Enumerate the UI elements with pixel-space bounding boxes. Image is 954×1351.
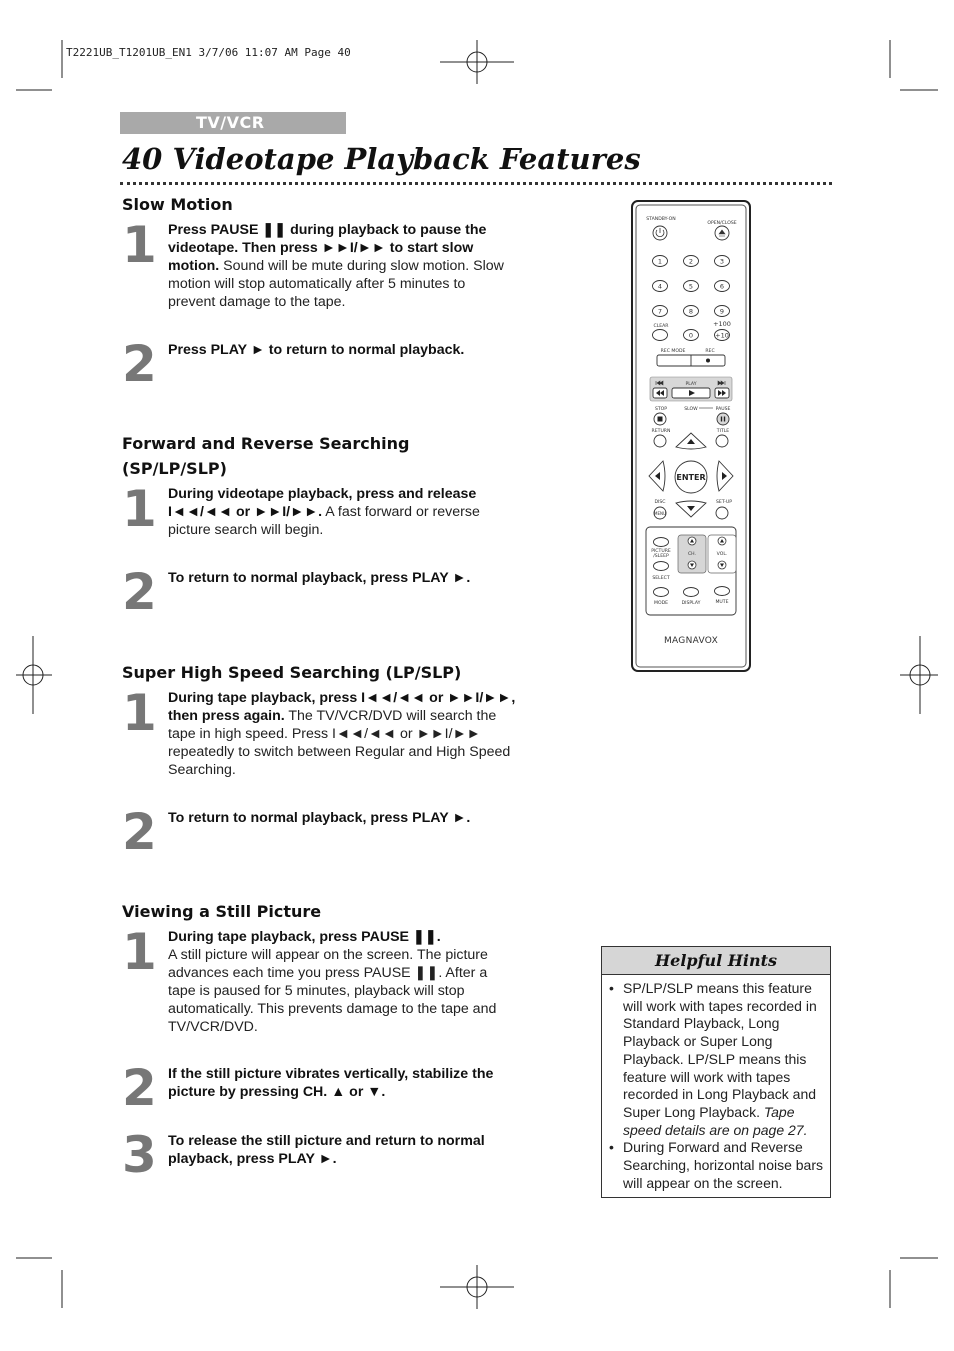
step-instruction: During tape playback, press I◄◄/◄◄ or ►►I/►►, then press again.: [168, 690, 516, 724]
helpful-hints-box: [601, 946, 831, 1198]
pause-button[interactable]: [717, 413, 729, 425]
digit-label: 5: [688, 282, 694, 291]
helpful-hints-list: [609, 980, 827, 1192]
label-pause: PAUSE: [715, 407, 731, 412]
hint-reference: Tape speed details are on page 27.: [623, 1103, 808, 1138]
label-picture: PICTURE: [651, 549, 671, 554]
label-setup: SET-UP: [716, 500, 732, 505]
hint-item: [609, 980, 827, 1139]
section-tab: [120, 112, 346, 134]
step-instruction: To return to normal playback, press PLAY ►.: [168, 810, 471, 826]
picture-sleep-button[interactable]: [654, 538, 669, 547]
step-instruction: Press PAUSE ❚❚ during playback to pause the videotape. Then press ►►I/►► to start slow motion.: [168, 222, 487, 274]
step-number: 3: [122, 1126, 157, 1184]
setup-button[interactable]: [716, 507, 728, 519]
hint-item: [609, 1139, 827, 1192]
step-number: 1: [122, 684, 157, 742]
label-open-close: OPEN/CLOSE: [707, 221, 737, 226]
digit-label: 0: [688, 331, 694, 340]
section-tab-label: TV/VCR: [196, 113, 265, 132]
section-heading-searching: Forward and Reverse Searching: [122, 434, 410, 453]
step-instruction: To return to normal playback, press PLAY ►.: [168, 570, 471, 586]
bullet: •: [609, 1139, 614, 1156]
label-clear: CLEAR: [653, 324, 669, 329]
step-text: [168, 341, 516, 359]
label-select: SELECT: [652, 576, 670, 581]
hint-text: SP/LP/SLP means this feature will work with tapes recorded in Standard Playback, Long Playback or Super Long Playback. LP/SLP means this feature will work with tapes recorded in Long Playback and Super Long Playback.: [623, 980, 817, 1120]
print-header: T2221UB_T1201UB_EN1 3/7/06 11:07 AM Page 40: [66, 46, 351, 59]
label-standby: STANDBY-ON: [646, 217, 676, 222]
step-detail: Sound will be mute during slow motion. Slow motion will stop automatically after 5 minutes to prevent damage to the tape.: [168, 258, 504, 310]
step-detail: A fast forward or reverse picture search will begin.: [168, 504, 480, 538]
section-heading-searching-modes: (SP/LP/SLP): [122, 459, 227, 478]
step-detail: A still picture will appear on the screen. The picture advances each time you press PAUSE ❚❚. After a tape is paused for 5 minutes, playback will stop automatically. This prevents damage to the tape and TV/VCR/DVD.: [168, 947, 497, 1035]
step-number: 2: [122, 335, 157, 393]
rec-dot-icon: [706, 359, 710, 363]
label-stop: STOP: [654, 407, 668, 412]
label-sleep: /SLEEP: [653, 554, 669, 559]
title-divider: [120, 182, 832, 185]
step-number: 1: [122, 216, 157, 274]
stop-icon: [658, 417, 663, 422]
label-enter: ENTER: [676, 473, 706, 482]
step-detail: The TV/VCR/DVD will search the tape in high speed. Press I◄◄/◄◄ or ►►I/►► repeatedly to switch between Regular and High Speed Searching.: [168, 708, 511, 778]
step-number: 2: [122, 1059, 157, 1117]
label-rec-mode: REC MODE: [660, 349, 686, 354]
step-text: [168, 1132, 516, 1168]
label-mode: MODE: [653, 601, 669, 606]
step-number: 1: [122, 923, 157, 981]
digit-label: 3: [719, 257, 725, 266]
digit-label: 7: [657, 307, 663, 316]
label-slow: SLOW: [684, 407, 698, 412]
label-plus10: +10: [715, 331, 729, 340]
bullet: •: [609, 980, 614, 996]
label-rec: REC: [705, 349, 715, 354]
step-instruction: During videotape playback, press and release I◄◄/◄◄ or ►►I/►►.: [168, 486, 477, 520]
display-button[interactable]: [684, 588, 699, 597]
step-number: 2: [122, 563, 157, 621]
section-heading-high-speed: Super High Speed Searching (LP/SLP): [122, 663, 462, 682]
clear-button[interactable]: [653, 330, 668, 341]
step-number: 2: [122, 803, 157, 861]
number-pad: [653, 256, 730, 317]
digit-label: 4: [657, 282, 663, 291]
title-button[interactable]: [716, 435, 728, 447]
label-return: RETURN: [651, 429, 671, 434]
digit-label: 9: [719, 307, 725, 316]
page-title: 40 Videotape Playback Features: [122, 142, 641, 176]
digit-label: 6: [719, 282, 725, 291]
mute-button[interactable]: [715, 587, 730, 596]
step-text: [168, 221, 516, 311]
label-plus100: +100: [713, 320, 731, 328]
step-instruction: If the still picture vibrates vertically, stabilize the picture by pressing CH. ▲ or ▼.: [168, 1066, 494, 1100]
step-text: [168, 928, 516, 1036]
step-instruction: Press PLAY ► to return to normal playback.: [168, 342, 465, 358]
step-text: [168, 485, 516, 539]
label-vol: VOL.: [716, 552, 728, 557]
label-display: DISPLAY: [681, 601, 701, 606]
section-heading-slow-motion: Slow Motion: [122, 195, 233, 214]
step-text: [168, 809, 516, 827]
step-text: [168, 689, 516, 779]
digit-label: 8: [688, 307, 694, 316]
label-title: TITLE: [716, 429, 730, 434]
step-number: 1: [122, 480, 157, 538]
label-ch: CH.: [687, 552, 697, 557]
step-text: [168, 569, 516, 587]
hint-text: During Forward and Reverse Searching, horizontal noise bars will appear on the screen.: [623, 1139, 824, 1191]
digit-label: 2: [688, 257, 694, 266]
digit-label: 1: [657, 257, 663, 266]
label-mute: MUTE: [715, 600, 729, 605]
section-heading-still-picture: Viewing a Still Picture: [122, 902, 322, 921]
brand-logo: MAGNAVOX: [663, 636, 719, 646]
helpful-hints-title: Helpful Hints: [602, 947, 830, 975]
select-button[interactable]: [654, 562, 669, 571]
remote-control-illustration: [630, 199, 752, 673]
return-button[interactable]: [654, 435, 666, 447]
step-instruction: During tape playback, press PAUSE ❚❚.: [168, 929, 441, 945]
mode-button[interactable]: [654, 588, 669, 597]
step-instruction: To release the still picture and return to normal playback, press PLAY ►.: [168, 1133, 485, 1167]
label-menu: MENU: [654, 511, 666, 516]
step-text: [168, 1065, 516, 1101]
label-play: PLAY: [685, 382, 697, 387]
label-disc: DISC: [654, 500, 666, 505]
